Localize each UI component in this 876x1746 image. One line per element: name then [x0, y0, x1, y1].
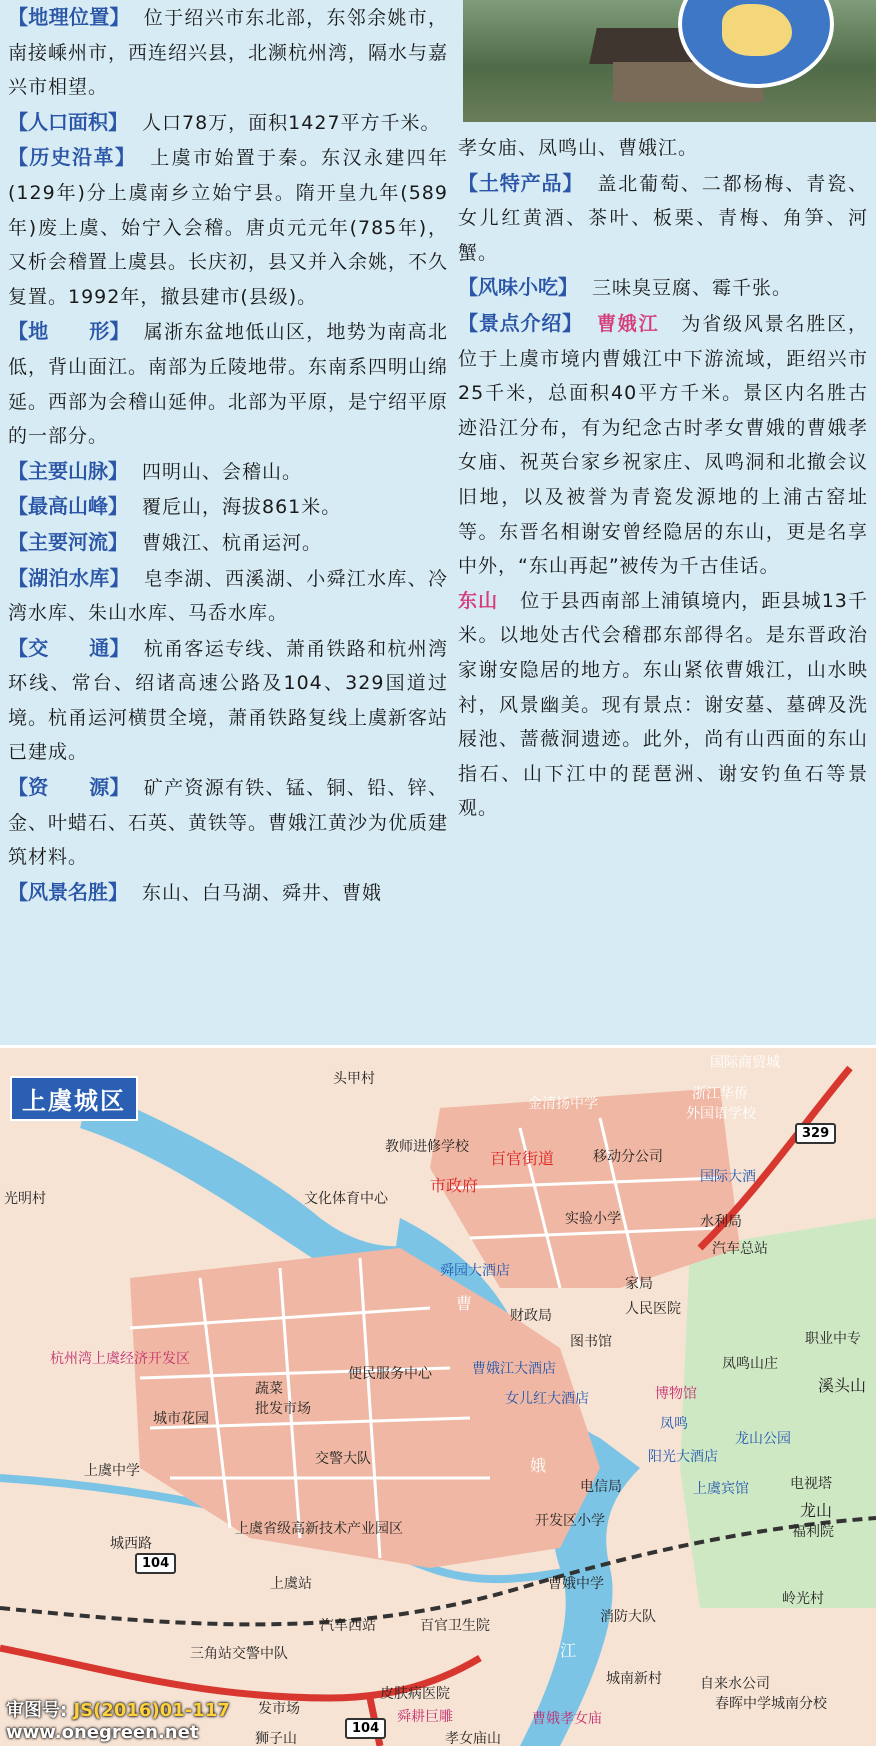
label-jiang: 江 — [560, 1641, 577, 1660]
label-bianmin: 便民服务中心 — [348, 1366, 432, 1382]
spot-caoejiang: 曹娥江 — [596, 312, 660, 335]
label-caizhengju: 财政局 — [510, 1308, 552, 1324]
entry-spots — [458, 306, 868, 584]
label-jiaojing: 交警大队 — [315, 1451, 371, 1467]
shield-104: 104 — [135, 1553, 176, 1574]
label-caoezhongxue: 曹娥中学 — [548, 1576, 604, 1592]
label-chunhui: 春晖中学城南分校 — [715, 1696, 827, 1712]
shield-329: 329 — [795, 1123, 836, 1144]
label-shizishan: 狮子山 — [255, 1731, 297, 1746]
locator-land — [722, 4, 792, 56]
text-terrain: 属浙东盆地低山区，地势为南高北低，背山面江。南部为丘陵地带。东南系四明山绵延。西部为会稽山延伸。北部为平原，是宁绍平原的一部分。 — [8, 321, 449, 448]
entry-transport — [8, 631, 448, 770]
label-fuliyuan: 福利院 — [792, 1524, 834, 1540]
text-rivers: 曹娥江、杭甬运河。 — [142, 531, 323, 554]
label-yangguang: 阳光大酒店 — [648, 1449, 718, 1465]
entry-mountains — [8, 454, 448, 490]
city-map — [0, 1045, 876, 1746]
entry-dongshan — [458, 584, 868, 826]
label-baiguanweisheng: 百官卫生院 — [420, 1618, 490, 1634]
review-number: JS(2016)01-117 — [73, 1700, 230, 1721]
label-bowuguan: 博物馆 — [655, 1386, 697, 1402]
label-kaifaqu: 开发区小学 — [535, 1513, 605, 1529]
label-fengming: 凤鸣 — [660, 1416, 688, 1432]
entry-scenery — [8, 875, 448, 911]
text-products: 盖北葡萄、二都杨梅、青瓷、女儿红黄酒、茶叶、板栗、青梅、角笋、河蟹。 — [458, 172, 868, 264]
label-fazhan: 发市场 — [258, 1701, 300, 1717]
label-toujiacun: 头甲村 — [333, 1071, 375, 1087]
tag-population: 【人口面积】 — [8, 109, 128, 134]
label-xiaonvmiao: 孝女庙山 — [445, 1731, 501, 1746]
tag-location: 【地理位置】 — [8, 5, 130, 29]
label-dianshita: 电视塔 — [790, 1476, 832, 1492]
label-renminyiyuan: 人民医院 — [625, 1301, 681, 1317]
label-pifa: 批发市场 — [255, 1401, 311, 1417]
text-lakes: 皂李湖、西溪湖、小舜江水库、冷湾水库、朱山水库、马岙水库。 — [8, 567, 448, 625]
scenic-photo — [463, 0, 876, 122]
label-chengshihuayuan: 城市花园 — [153, 1411, 209, 1427]
tag-history: 【历史沿革】 — [8, 145, 137, 170]
label-gaoxin: 上虞省级高新技术产业园区 — [235, 1521, 403, 1537]
label-guojidajiudian: 国际大酒 — [700, 1169, 756, 1185]
label-shu: 蔬菜 — [255, 1381, 283, 1397]
text-history: 上虞市始置于秦。东汉永建四年(129年)分上虞南乡立始宁县。隋开皇九年(589年)废上虞、始宁入会稽。唐贞元元年(785年)，又析会稽置上虞县。长庆初，县又并入余姚，不久复置。1992年，撤县建市(县级)。 — [8, 147, 449, 308]
label-nuerhong: 女儿红大酒店 — [505, 1391, 589, 1407]
tag-resources: 【资 源】 — [8, 775, 130, 800]
label-guangmingcun: 光明村 — [4, 1191, 46, 1207]
entry-scenery-cont: 孝女庙、凤鸣山、曹娥江。 — [458, 137, 699, 159]
label-lingguangcun: 岭光村 — [782, 1591, 824, 1607]
label-tushuguan: 图书馆 — [570, 1334, 612, 1350]
label-fengmingshanzhuang: 凤鸣山庄 — [722, 1356, 778, 1372]
text-caoejiang: 为省级风景名胜区，位于上虞市境内曹娥江中下游流域，距绍兴市25千米，总面积40平方千米。景区内名胜古迹沿江分布，有为纪念古时孝女曹娥的曹娥孝女庙、祝英台家乡祝家庄、凤鸣洞和北撤会议旧地，以及被誉为青瓷发源地的上浦古窑址等。东晋名相谢安曾经隐居的东山，更是名享中外，“东山再起”被传为千古佳话。 — [458, 312, 868, 578]
label-jiaju: 家局 — [625, 1276, 653, 1292]
review-label: 审图号: — [6, 1700, 74, 1721]
entry-history — [8, 140, 448, 314]
label-xiaofang: 消防大队 — [600, 1609, 656, 1625]
label-e: 娥 — [530, 1456, 547, 1475]
tag-lakes: 【湖泊水库】 — [8, 565, 130, 590]
text-dongshan: 位于县西南部上浦镇境内，距县城13千米。以地处古代会稽郡东部得名。是东晋政治家谢安隐居的地方。东山紧依曹娥江，山水映衬，风景幽美。现有景点：谢安墓、墓碑及洗屐池、蔷薇洞遗迹。此外，尚有山西面的东山指石、山下江中的琵琶洲、谢安钓鱼石等景观。 — [458, 589, 868, 820]
text-resources: 矿产资源有铁、锰、铜、铅、锌、金、叶蜡石、石英、黄铁等。曹娥江黄沙为优质建筑材料。 — [8, 777, 449, 869]
label-xitoushan: 溪头山 — [818, 1376, 867, 1395]
label-cao: 曹 — [456, 1294, 473, 1313]
label-jiaoshi: 教师进修学校 — [385, 1139, 469, 1155]
label-wenhua: 文化体育中心 — [304, 1191, 388, 1207]
label-shunyuan: 舜园大酒店 — [440, 1263, 510, 1279]
label-jingjikaifa: 杭州湾上虞经济开发区 — [50, 1351, 190, 1367]
label-sanjiaozhan: 三角站交警中队 — [190, 1646, 288, 1662]
entry-rivers — [8, 525, 448, 561]
label-zhiye: 职业中专 — [805, 1331, 861, 1347]
right-column — [458, 131, 868, 826]
map-title: 上虞城区 — [10, 1076, 138, 1121]
entry-terrain — [8, 314, 448, 453]
label-baiguan: 百官街道 — [490, 1149, 555, 1168]
tag-spots: 【景点介绍】 — [458, 310, 583, 335]
entry-resources — [8, 770, 448, 875]
label-pifushi: 皮肤病医院 — [380, 1686, 450, 1702]
spot-dongshan: 东山 — [458, 589, 499, 612]
map-footer — [0, 1698, 236, 1746]
shield-104-south: 104 — [345, 1718, 386, 1739]
tag-peak: 【最高山峰】 — [8, 494, 128, 519]
label-qichexizhan: 汽车西站 — [320, 1618, 376, 1634]
hill-area — [680, 1218, 876, 1608]
label-shangyuzhan: 上虞站 — [270, 1576, 312, 1592]
label-shunjing: 舜耕巨雕 — [397, 1709, 453, 1725]
entry-population — [8, 105, 448, 141]
label-waiguoyu: 外国语学校 — [686, 1106, 756, 1122]
entry-products — [458, 166, 868, 271]
tag-snacks: 【风味小吃】 — [458, 275, 578, 300]
label-qichezongzhan: 汽车总站 — [712, 1241, 768, 1257]
label-shiyan: 实验小学 — [565, 1211, 621, 1227]
text-transport: 杭甬客运专线、萧甬铁路和杭州湾环线、常台、绍诸高速公路及104、329国道过境。杭甬运河横贯全境，萧甬铁路复线上虞新客站已建成。 — [8, 637, 449, 764]
entry-location — [8, 0, 448, 105]
entry-lakes — [8, 561, 448, 631]
label-shangyubinguan: 上虞宾馆 — [693, 1481, 749, 1497]
entry-peak — [8, 489, 448, 525]
text-location: 位于绍兴市东北部，东邻余姚市，南接嵊州市，西连绍兴县，北濒杭州湾，隔水与嘉兴市相望。 — [8, 7, 449, 99]
label-caoejiangdajiudian: 曹娥江大酒店 — [472, 1361, 556, 1377]
entry-snacks — [458, 270, 868, 306]
label-longshan: 龙山 — [800, 1501, 833, 1520]
text-population: 人口78万，面积1427平方千米。 — [142, 111, 441, 134]
text-peak: 覆卮山，海拔861米。 — [142, 496, 342, 519]
label-zilaishui: 自来水公司 — [700, 1676, 770, 1692]
text-scenery: 东山、白马湖、舜井、曹娥 — [142, 881, 383, 904]
label-longshangongyuan: 龙山公园 — [735, 1431, 791, 1447]
website: www.onegreen.net — [6, 1722, 199, 1743]
tag-scenery: 【风景名胜】 — [8, 879, 128, 904]
label-chengxilu: 城西路 — [110, 1536, 152, 1552]
text-snacks: 三味臭豆腐、霉千张。 — [592, 277, 793, 300]
label-chengnanxincun: 城南新村 — [606, 1671, 662, 1687]
label-jinqingyang: 金清扬中学 — [528, 1096, 598, 1112]
tag-terrain: 【地 形】 — [8, 319, 130, 344]
label-zhejiang-huaqiao: 浙江华侨 — [692, 1086, 748, 1102]
left-column — [8, 0, 448, 910]
tag-products: 【土特产品】 — [458, 170, 584, 195]
tag-rivers: 【主要河流】 — [8, 529, 128, 554]
label-shangyuzhongxue: 上虞中学 — [84, 1463, 140, 1479]
tag-transport: 【交 通】 — [8, 635, 130, 660]
text-mountains: 四明山、会稽山。 — [142, 460, 303, 483]
label-dianxinju: 电信局 — [580, 1479, 622, 1495]
label-caoexiaonv: 曹娥孝女庙 — [532, 1711, 602, 1727]
tag-mountains: 【主要山脉】 — [8, 458, 128, 483]
label-yidong: 移动分公司 — [593, 1149, 663, 1165]
label-shizhengfu: 市政府 — [430, 1176, 479, 1195]
label-guomao: 国际商贸城 — [710, 1055, 780, 1071]
label-shuiliju: 水利局 — [700, 1214, 742, 1230]
